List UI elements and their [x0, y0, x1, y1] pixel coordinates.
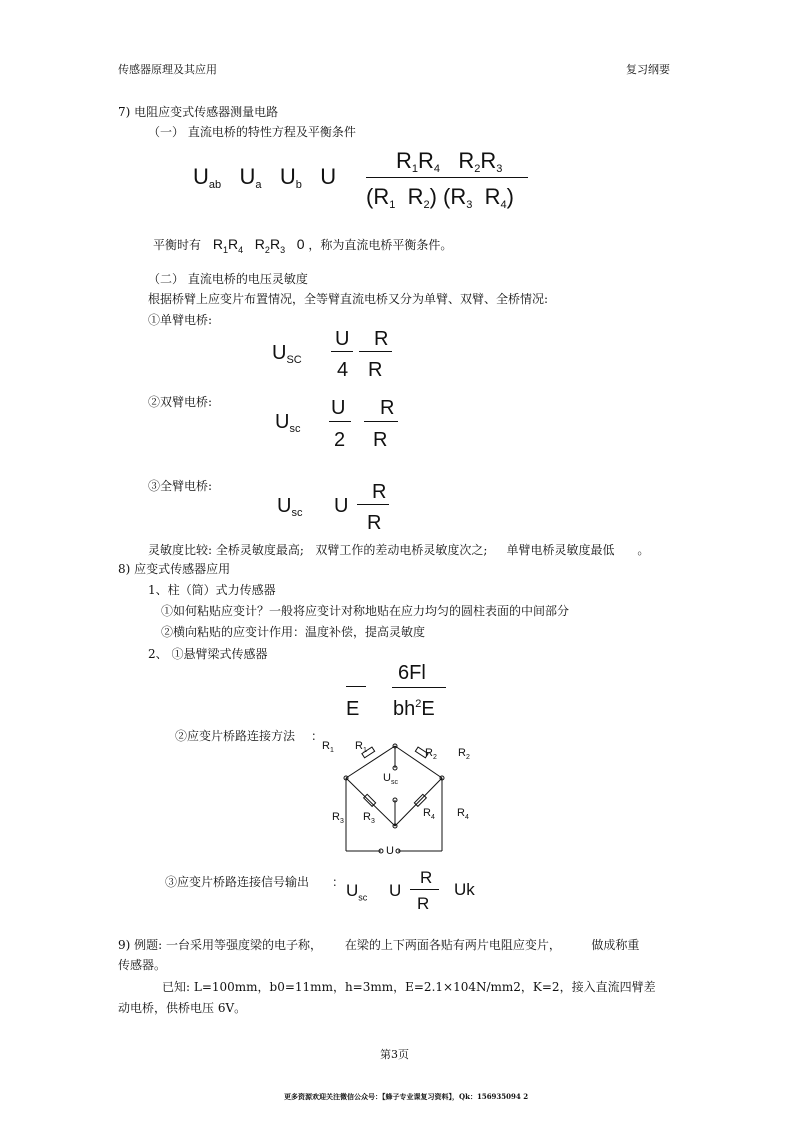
- bridge-label-u: U: [386, 845, 394, 857]
- balance-line: 平衡时有 $R_1R_4$ $R_2R_3$ 0 ，称为直流电桥平衡条件。: [153, 236, 453, 255]
- header-left: 传感器原理及其应用: [118, 63, 217, 76]
- section-8-title: 8) 应变式传感器应用: [118, 562, 231, 576]
- section-9-line2: 传感器。: [118, 958, 167, 972]
- bridge-output-colon: ：: [332, 875, 345, 889]
- section-8-item1a: ①如何粘贴应变计？一般将应变计对称地贴在应力均匀的圆柱表面的中间部分: [161, 604, 570, 618]
- section-8-item1b: ②横向粘贴的应变计作用：温度补偿，提高灵敏度: [161, 625, 426, 639]
- page-number: 第3页: [380, 1048, 409, 1061]
- section-7-intro: 根据桥臂上应变片布置情况，全等臂直流电桥又分为单臂、双臂、全桥情况:: [148, 292, 549, 306]
- bridge-label-usc: $U_{sc}$: [383, 772, 398, 787]
- bridge-label-r2-inner: $R_2$: [425, 747, 437, 762]
- sensitivity-comparison: 灵敏度比较: 全桥灵敏度最高; 双臂工作的差动电桥灵敏度次之; 单臂电桥灵敏度最低 。: [148, 543, 650, 557]
- bridge-label-r1-inner: $R_1$: [355, 740, 367, 755]
- bridge-label-r3-inner: $R_3$: [363, 811, 375, 826]
- section-8-item1: 1、柱（筒）式力传感器: [148, 583, 276, 597]
- section-9-line3: 已知: L=100mm，b0=11mm，h=3mm，E=2.1×104N/mm2，K=2，接入直流四臂差: [162, 980, 656, 994]
- section-8-item2: 2、 ①悬臂梁式传感器: [148, 647, 268, 661]
- section-9-line1: 9) 例题: 一台采用等强度梁的电子称， 在梁的上下两面各贴有两片电阻应变片， 做成称重: [118, 938, 640, 952]
- bridge-label-r4-inner: $R_4$: [423, 807, 435, 822]
- section-7-sub2: （二） 直流电桥的电压灵敏度: [148, 272, 308, 286]
- footer-note: 更多资源欢迎关注微信公众号：【蜂子专业课复习资料】，Qk：156935094 2: [284, 1092, 529, 1101]
- bridge-label-r3-outer: $R_3$: [332, 811, 344, 826]
- header-right: 复习纲要: [626, 63, 670, 76]
- bridge-method-colon: ：: [311, 729, 324, 743]
- single-arm-label: ①单臂电桥:: [148, 313, 213, 327]
- bridge-label-r2-outer: $R_2$: [458, 747, 470, 762]
- bridge-method-label: ②应变片桥路连接方法: [175, 729, 296, 743]
- double-arm-label: ②双臂电桥:: [148, 395, 213, 409]
- full-bridge-label: ③全臂电桥:: [148, 479, 213, 493]
- section-7-sub1: （一） 直流电桥的特性方程及平衡条件: [148, 125, 356, 139]
- section-9-line4: 动电桥，供桥电压 6V。: [118, 1001, 247, 1015]
- bridge-output-label: ③应变片桥路连接信号输出: [165, 875, 310, 889]
- bridge-label-r1-outer: $R_1$: [322, 740, 334, 755]
- section-7-title: 7) 电阻应变式传感器测量电路: [118, 105, 279, 119]
- bridge-label-r4-outer: $R_4$: [457, 807, 469, 822]
